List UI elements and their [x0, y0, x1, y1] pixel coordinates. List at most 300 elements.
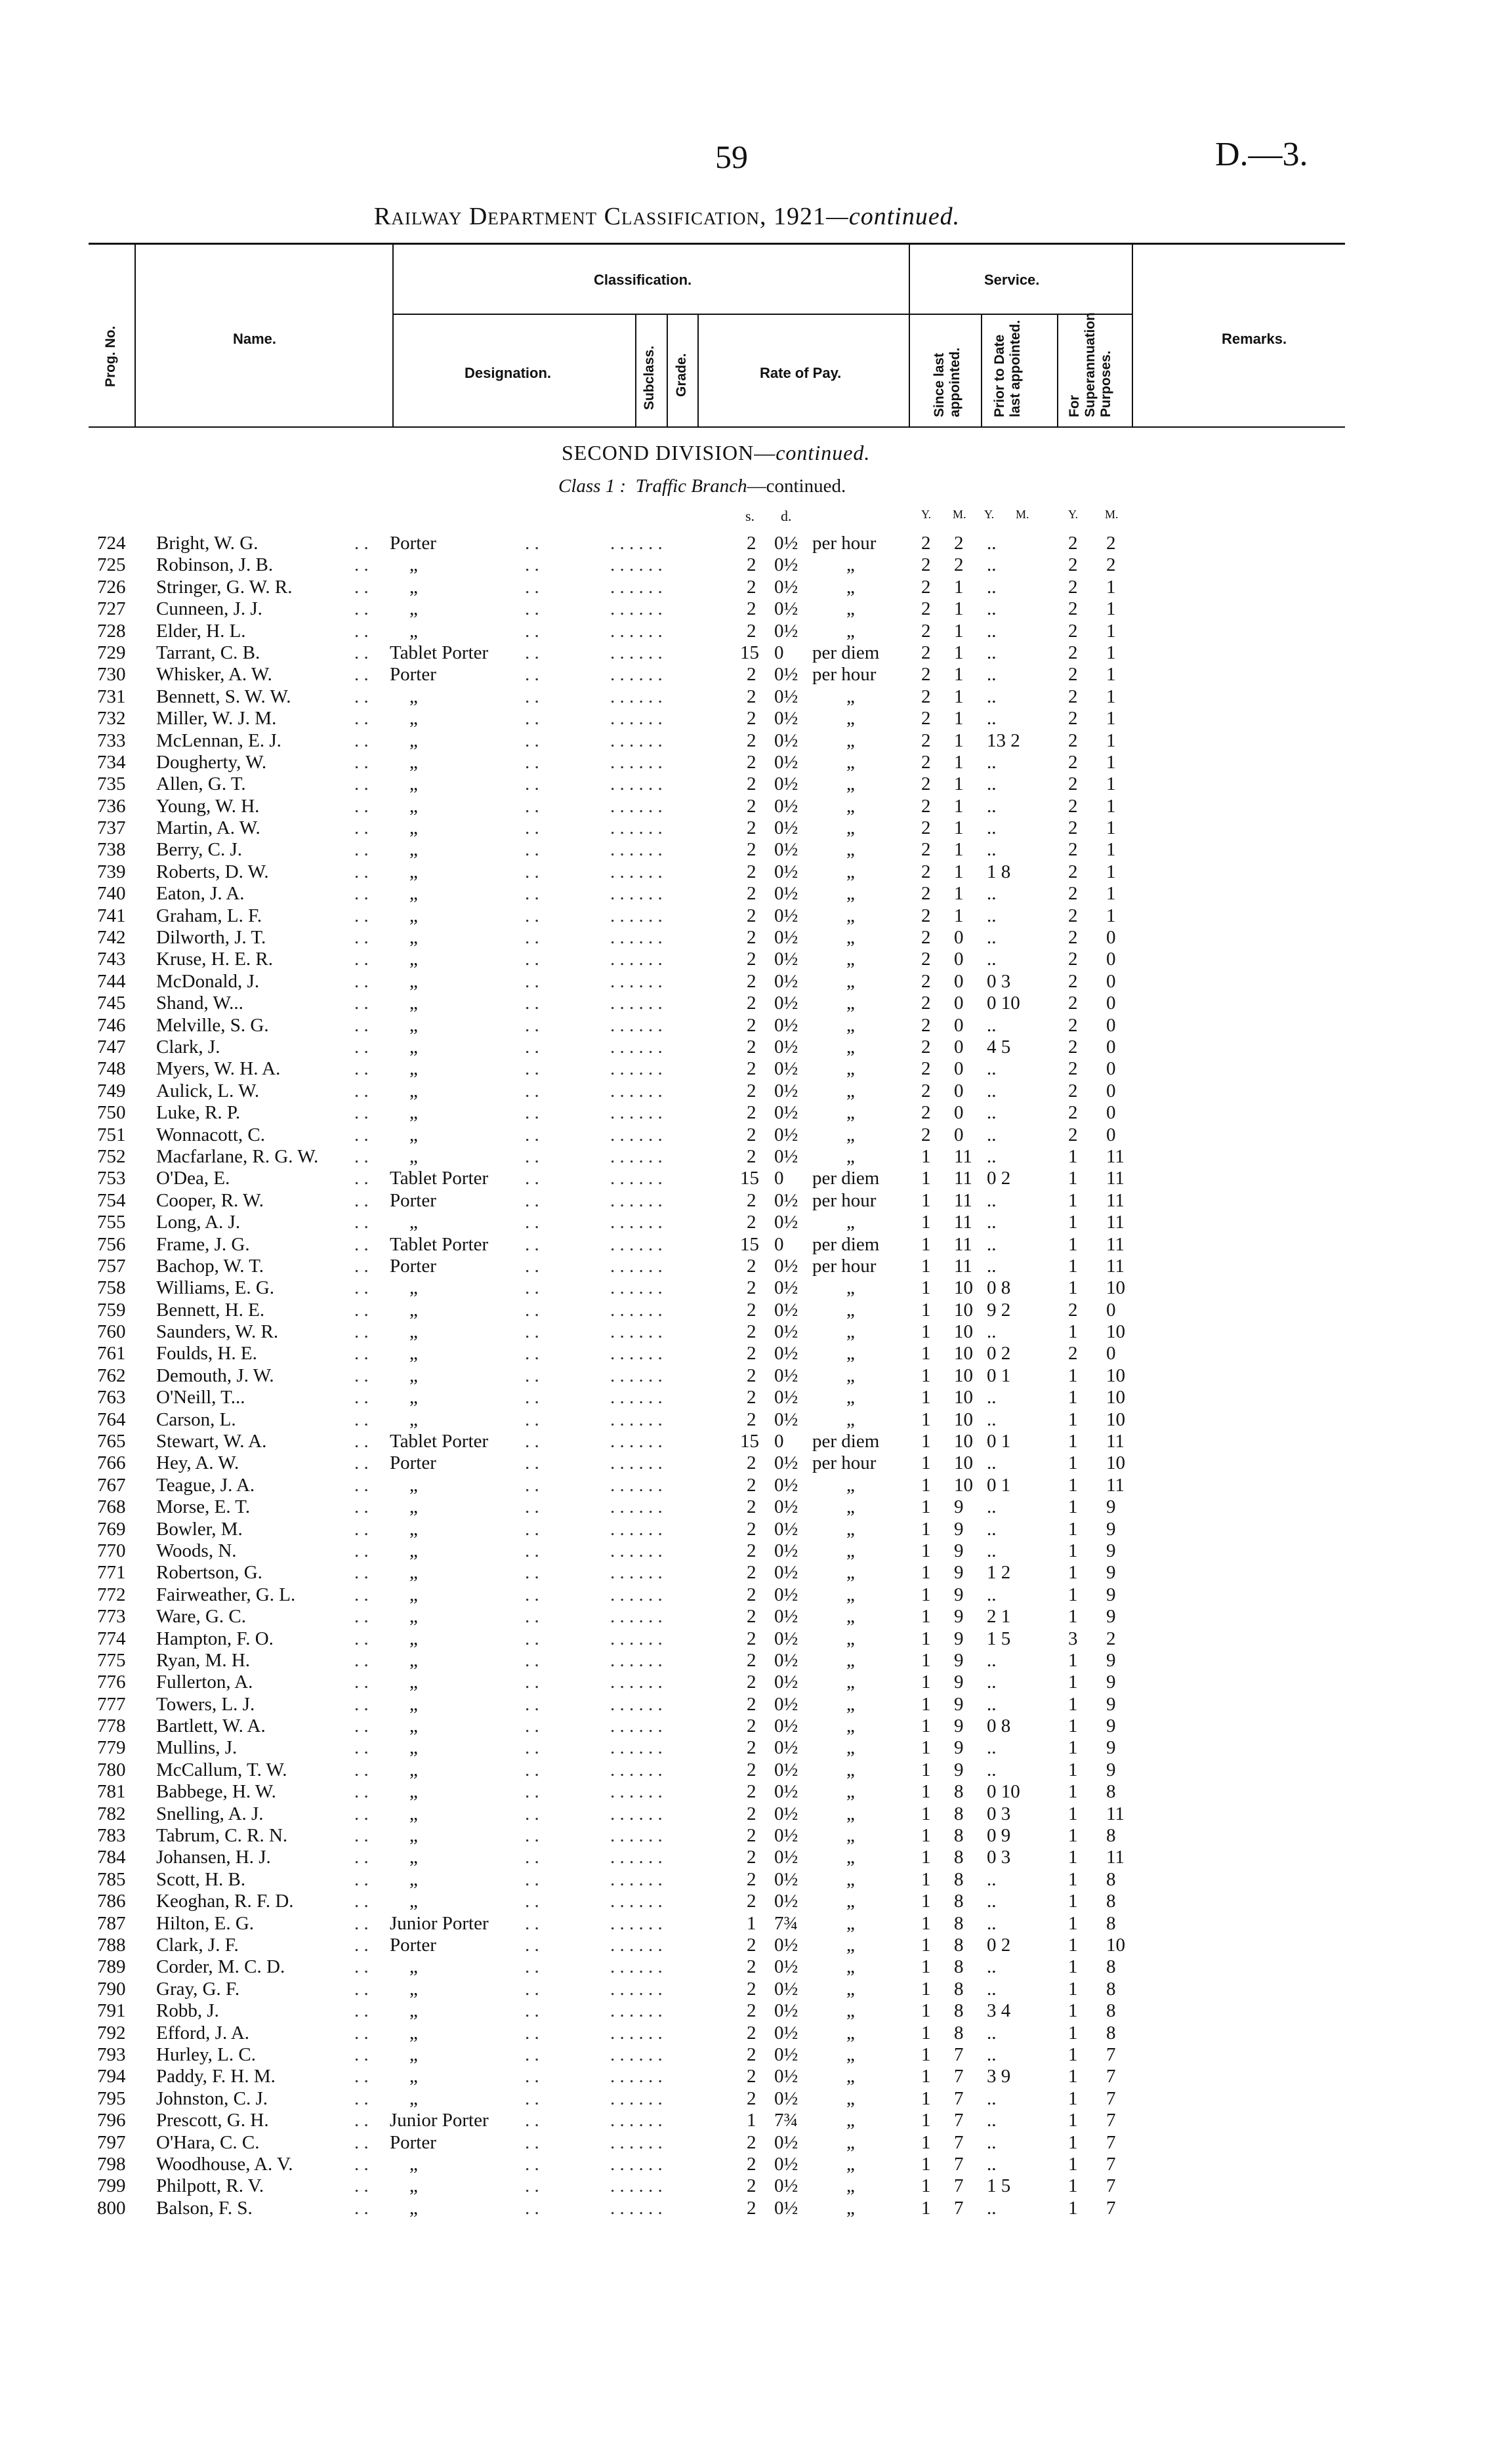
super-years-cell: 1 [1068, 1781, 1078, 1803]
prior-service-cell: 0 2 [987, 1168, 1011, 1189]
since-years-cell: 2 [921, 927, 931, 949]
prior-service-cell: 0 10 [987, 993, 1020, 1014]
page-number: 59 [715, 138, 748, 175]
since-years-cell: 1 [921, 1956, 931, 1978]
rate-shillings-cell: 2 [747, 1978, 756, 2000]
table-row [0, 1452, 1511, 1474]
table-row [0, 2175, 1511, 2197]
leader-dots: . . . . . . [610, 1299, 663, 1321]
designation-cell: Tablet Porter [390, 1431, 489, 1452]
since-months-cell: 0 [954, 927, 964, 949]
rate-pence-cell: 0½ [774, 1978, 798, 2000]
leader-dots: . . [525, 1124, 539, 1145]
prog-no-cell: 750 [97, 1102, 126, 1124]
since-months-cell: 11 [954, 1168, 972, 1189]
since-years-cell: 2 [921, 686, 931, 707]
since-years-cell: 1 [921, 2022, 931, 2043]
rate-pence-cell: 0½ [774, 795, 798, 817]
name-cell: Hey, A. W. [156, 1452, 239, 1474]
name-cell: Clark, J. F. [156, 1935, 239, 1956]
leader-dots: . . [525, 1912, 539, 1934]
rate-unit-cell: „ [846, 1562, 855, 1584]
leader-dots: . . . . . . [610, 1168, 663, 1189]
prog-no-cell: 795 [97, 2087, 126, 2109]
since-years-cell: 2 [921, 773, 931, 795]
leader-dots: . . [525, 1715, 539, 1737]
leader-dots: . . [525, 1803, 539, 1824]
since-months-cell: 9 [954, 1540, 964, 1561]
super-years-cell: 1 [1068, 1452, 1078, 1474]
rate-pence-cell: 0½ [774, 533, 798, 554]
prior-service-cell: .. [987, 2131, 997, 2153]
super-years-cell: 1 [1068, 1496, 1078, 1518]
since-years-cell: 2 [921, 1124, 931, 1145]
prior-service-cell: 0 3 [987, 1803, 1011, 1824]
rate-unit-cell: „ [846, 1124, 855, 1145]
designation-cell: „ [409, 773, 418, 795]
leader-dots: . . [525, 664, 539, 686]
leader-dots: . . . . . . [610, 773, 663, 795]
super-years-cell: 1 [1068, 1956, 1078, 1978]
super-months-cell: 0 [1106, 993, 1116, 1014]
table-row [0, 883, 1511, 905]
rate-unit-cell: „ [846, 1935, 855, 1956]
table-row [0, 1496, 1511, 1518]
designation-cell: Porter [390, 533, 436, 554]
rate-shillings-cell: 2 [747, 1628, 756, 1649]
leader-dots: . . [525, 1759, 539, 1780]
prior-service-cell: .. [987, 2153, 997, 2175]
super-years-cell: 2 [1068, 1058, 1078, 1080]
leader-dots: . . . . . . [610, 1672, 663, 1693]
designation-cell: „ [409, 1321, 418, 1343]
rate-shillings-cell: 2 [747, 1365, 756, 1386]
since-years-cell: 2 [921, 993, 931, 1014]
rate-shillings-cell: 1 [747, 2110, 756, 2131]
rate-pence-cell: 0½ [774, 1847, 798, 1868]
name-cell: McLennan, E. J. [156, 729, 281, 751]
super-months-cell: 0 [1106, 1014, 1116, 1036]
leader-dots: . . . . . . [610, 1584, 663, 1605]
table-row [0, 1913, 1511, 1935]
leader-dots: . . [525, 1212, 539, 1233]
leader-dots: . . . . . . [610, 1321, 663, 1343]
leader-dots: . . [354, 1912, 369, 1934]
leader-dots: . . [525, 883, 539, 905]
since-years-cell: 1 [921, 1891, 931, 1912]
rate-pence-cell: 0½ [774, 839, 798, 861]
table-row [0, 1387, 1511, 1408]
super-years-cell: 1 [1068, 1145, 1078, 1167]
leader-dots: . . . . . . [610, 927, 663, 949]
rate-pence-cell: 0½ [774, 1189, 798, 1211]
designation-cell: „ [409, 1891, 418, 1912]
rate-unit-cell: „ [846, 1847, 855, 1868]
header-bottom-rule [89, 426, 1345, 428]
rate-shillings-cell: 2 [747, 970, 756, 992]
since-years-cell: 1 [921, 1693, 931, 1715]
designation-cell: „ [409, 1299, 418, 1321]
prior-service-cell: .. [987, 1891, 997, 1912]
prior-service-cell: .. [987, 1496, 997, 1518]
leader-dots: . . [525, 1014, 539, 1036]
rate-shillings-cell: 2 [747, 1452, 756, 1474]
leader-dots: . . [525, 533, 539, 554]
table-row [0, 1628, 1511, 1650]
leader-dots: . . [525, 2175, 539, 2197]
prog-no-cell: 745 [97, 993, 126, 1014]
leader-dots: . . [354, 1233, 369, 1255]
since-years-cell: 2 [921, 708, 931, 729]
name-cell: Bennett, S. W. W. [156, 686, 291, 707]
name-cell: Allen, G. T. [156, 773, 246, 795]
service-underline [909, 314, 1132, 315]
rate-pence-cell: 0½ [774, 598, 798, 620]
leader-dots: . . [354, 861, 369, 882]
rate-shillings-cell: 2 [747, 993, 756, 1014]
leader-dots: . . [354, 620, 369, 642]
super-months-cell: 11 [1106, 1474, 1125, 1496]
super-months-cell: 1 [1106, 620, 1116, 642]
class-label: Class 1 : [558, 476, 627, 497]
leader-dots: . . [354, 1715, 369, 1737]
since-months-cell: 1 [954, 576, 964, 598]
prog-no-cell: 754 [97, 1189, 126, 1211]
prior-service-cell: 0 3 [987, 970, 1011, 992]
rate-shillings-cell: 2 [747, 1299, 756, 1321]
table-row [0, 1300, 1511, 1321]
since-years-cell: 1 [921, 1672, 931, 1693]
rate-pence-cell: 0½ [774, 1343, 798, 1365]
prog-no-cell: 731 [97, 686, 126, 707]
designation-cell: „ [409, 598, 418, 620]
since-months-cell: 0 [954, 970, 964, 992]
rate-shillings-cell: 2 [747, 1189, 756, 1211]
since-months-cell: 7 [954, 2043, 964, 2065]
designation-cell: „ [409, 927, 418, 949]
table-row [0, 949, 1511, 970]
rate-pence-cell: 0½ [774, 1891, 798, 1912]
designation-header: Designation. [465, 365, 552, 381]
leader-dots: . . [525, 2043, 539, 2065]
rate-unit-cell: „ [846, 708, 855, 729]
designation-cell: Porter [390, 1935, 436, 1956]
rate-shillings-cell: 2 [747, 2131, 756, 2153]
leader-dots: . . . . . . [610, 1562, 663, 1584]
super-years-cell: 1 [1068, 1978, 1078, 2000]
prior-service-cell: .. [987, 598, 997, 620]
designation-cell: „ [409, 2153, 418, 2175]
super-years-cell: 1 [1068, 1233, 1078, 1255]
super-years-cell: 2 [1068, 1102, 1078, 1124]
table-row [0, 2198, 1511, 2219]
super-months-cell: 11 [1106, 1212, 1125, 1233]
leader-dots: . . [525, 1321, 539, 1343]
classification-underline [394, 314, 909, 315]
since-years-cell: 2 [921, 554, 931, 576]
since-years-cell: 2 [921, 949, 931, 970]
leader-dots: . . . . . . [610, 1781, 663, 1803]
prior-service-cell: .. [987, 1233, 997, 1255]
super-years-cell: 2 [1068, 839, 1078, 861]
since-years-cell: 2 [921, 883, 931, 905]
leader-dots: . . . . . . [610, 554, 663, 576]
unit-m2: M. [1016, 508, 1029, 521]
super-years-cell: 1 [1068, 1847, 1078, 1868]
table-row [0, 621, 1511, 642]
leader-dots: . . [525, 1365, 539, 1386]
rate-unit-cell: „ [846, 1737, 855, 1759]
rate-shillings-cell: 2 [747, 1080, 756, 1101]
super-months-cell: 1 [1106, 686, 1116, 707]
rate-shillings-cell: 2 [747, 949, 756, 970]
name-cell: Prescott, G. H. [156, 2110, 269, 2131]
super-years-cell: 2 [1068, 1124, 1078, 1145]
leader-dots: . . [354, 927, 369, 949]
super-months-cell: 1 [1106, 664, 1116, 686]
prior-service-cell: 0 9 [987, 1825, 1011, 1847]
leader-dots: . . [354, 1606, 369, 1628]
super-months-cell: 1 [1106, 729, 1116, 751]
designation-cell: „ [409, 1408, 418, 1430]
rate-shillings-cell: 2 [747, 2175, 756, 2197]
leader-dots: . . [354, 1255, 369, 1277]
super-months-cell: 10 [1106, 1935, 1125, 1956]
rate-unit-cell: „ [846, 1693, 855, 1715]
super-years-cell: 2 [1068, 533, 1078, 554]
name-cell: O'Hara, C. C. [156, 2131, 260, 2153]
name-cell: Berry, C. J. [156, 839, 243, 861]
rate-unit-cell: per hour [812, 664, 877, 686]
name-cell: Stewart, W. A. [156, 1431, 267, 1452]
rate-unit-cell: „ [846, 927, 855, 949]
since-months-cell: 1 [954, 839, 964, 861]
since-years-cell: 1 [921, 1847, 931, 1868]
leader-dots: . . [525, 1737, 539, 1759]
super-months-cell: 0 [1106, 1058, 1116, 1080]
leader-dots: . . . . . . [610, 1212, 663, 1233]
rate-pence-cell: 0½ [774, 2153, 798, 2175]
since-years-cell: 1 [921, 1299, 931, 1321]
name-cell: Fairweather, G. L. [156, 1584, 296, 1605]
table-row [0, 2023, 1511, 2044]
super-years-cell: 1 [1068, 1649, 1078, 1671]
prog-no-cell: 796 [97, 2110, 126, 2131]
rate-shillings-cell: 2 [747, 2087, 756, 2109]
rate-shillings-cell: 2 [747, 533, 756, 554]
name-cell: Robinson, J. B. [156, 554, 274, 576]
super-months-cell: 2 [1106, 533, 1116, 554]
prog-no-cell: 725 [97, 554, 126, 576]
super-months-cell: 8 [1106, 2022, 1116, 2043]
table-row [0, 1015, 1511, 1037]
vline-5 [697, 315, 699, 428]
designation-cell: „ [409, 686, 418, 707]
rate-shillings-cell: 2 [747, 861, 756, 882]
rate-unit-cell: „ [846, 817, 855, 839]
super-months-cell: 10 [1106, 1321, 1125, 1343]
name-cell: Snelling, A. J. [156, 1803, 264, 1824]
since-months-cell: 11 [954, 1255, 972, 1277]
leader-dots: . . [354, 2110, 369, 2131]
super-years-cell: 1 [1068, 2087, 1078, 2109]
leader-dots: . . . . . . [610, 1233, 663, 1255]
designation-cell: „ [409, 1868, 418, 1890]
rate-shillings-cell: 1 [747, 1912, 756, 1934]
leader-dots: . . . . . . [610, 576, 663, 598]
super-months-cell: 0 [1106, 1343, 1116, 1365]
since-years-cell: 2 [921, 598, 931, 620]
super-months-cell: 8 [1106, 1781, 1116, 1803]
unit-d: d. [781, 508, 792, 524]
since-years-cell: 1 [921, 1496, 931, 1518]
designation-cell: „ [409, 751, 418, 773]
super-years-cell: 2 [1068, 927, 1078, 949]
leader-dots: . . . . . . [610, 795, 663, 817]
leader-dots: . . [354, 751, 369, 773]
super-months-cell: 0 [1106, 1080, 1116, 1101]
rate-shillings-cell: 2 [747, 708, 756, 729]
since-months-cell: 0 [954, 1058, 964, 1080]
rate-shillings-cell: 2 [747, 598, 756, 620]
designation-cell: „ [409, 970, 418, 992]
designation-cell: Porter [390, 1452, 436, 1474]
leader-dots: . . . . . . [610, 1803, 663, 1824]
since-months-cell: 7 [954, 2131, 964, 2153]
since-months-cell: 9 [954, 1606, 964, 1628]
designation-cell: „ [409, 1628, 418, 1649]
name-cell: Fullerton, A. [156, 1672, 253, 1693]
prog-no-cell: 743 [97, 949, 126, 970]
prior-service-cell: .. [987, 1672, 997, 1693]
super-years-cell: 1 [1068, 1584, 1078, 1605]
designation-cell: „ [409, 1365, 418, 1386]
since-years-cell: 1 [921, 1189, 931, 1211]
rate-shillings-cell: 2 [747, 620, 756, 642]
table-row [0, 1234, 1511, 1256]
designation-cell: Junior Porter [390, 1912, 489, 1934]
super-months-cell: 1 [1106, 708, 1116, 729]
prog-no-cell: 788 [97, 1935, 126, 1956]
table-row [0, 1956, 1511, 1978]
rate-shillings-cell: 2 [747, 1693, 756, 1715]
since-years-cell: 1 [921, 1387, 931, 1408]
prior-service-cell: .. [987, 1408, 997, 1430]
since-years-cell: 1 [921, 2000, 931, 2022]
leader-dots: . . [525, 1189, 539, 1211]
super-years-cell: 2 [1068, 1343, 1078, 1365]
leader-dots: . . [354, 1080, 369, 1101]
table-row [0, 1037, 1511, 1058]
designation-cell: „ [409, 1518, 418, 1540]
prog-no-cell: 757 [97, 1255, 126, 1277]
rate-pence-cell: 0½ [774, 620, 798, 642]
name-cell: Hurley, L. C. [156, 2043, 256, 2065]
rate-unit-cell: „ [846, 1277, 855, 1299]
since-years-cell: 1 [921, 2197, 931, 2219]
super-years-cell: 2 [1068, 664, 1078, 686]
prior-service-cell: .. [987, 795, 997, 817]
rate-shillings-cell: 2 [747, 1474, 756, 1496]
super-years-cell: 2 [1068, 576, 1078, 598]
super-months-cell: 1 [1106, 576, 1116, 598]
rate-pence-cell: 0½ [774, 2131, 798, 2153]
prog-no-cell: 760 [97, 1321, 126, 1343]
table-row [0, 1168, 1511, 1189]
designation-cell: Porter [390, 1255, 436, 1277]
super-months-cell: 9 [1106, 1715, 1116, 1737]
leader-dots: . . . . . . [610, 861, 663, 882]
super-months-cell: 11 [1106, 1803, 1125, 1824]
leader-dots: . . . . . . [610, 1649, 663, 1671]
leader-dots: . . [354, 1496, 369, 1518]
super-months-cell: 8 [1106, 1956, 1116, 1978]
leader-dots: . . . . . . [610, 1628, 663, 1649]
leader-dots: . . [354, 1868, 369, 1890]
prior-service-cell: .. [987, 1540, 997, 1561]
leader-dots: . . [354, 533, 369, 554]
rate-unit-cell: „ [846, 1321, 855, 1343]
super-months-cell: 10 [1106, 1387, 1125, 1408]
rate-pence-cell: 0½ [774, 751, 798, 773]
since-months-cell: 0 [954, 1080, 964, 1101]
super-years-cell: 1 [1068, 1759, 1078, 1780]
rate-unit-cell: „ [846, 1518, 855, 1540]
table-row [0, 1080, 1511, 1102]
rate-unit-cell: „ [846, 1365, 855, 1386]
super-years-cell: 2 [1068, 1014, 1078, 1036]
name-cell: Graham, L. F. [156, 905, 262, 926]
vline-1 [135, 244, 136, 428]
super-months-cell: 11 [1106, 1255, 1125, 1277]
leader-dots: . . [525, 2066, 539, 2087]
rate-pence-cell: 0½ [774, 1277, 798, 1299]
super-years-cell: 2 [1068, 773, 1078, 795]
super-months-cell: 9 [1106, 1606, 1116, 1628]
leader-dots: . . . . . . [610, 2000, 663, 2022]
leader-dots: . . [525, 1956, 539, 1978]
prog-no-cell: 766 [97, 1452, 126, 1474]
super-years-cell: 1 [1068, 1189, 1078, 1211]
prior-service-cell: 1 5 [987, 2175, 1011, 2197]
table-row [0, 1102, 1511, 1124]
super-months-cell: 9 [1106, 1693, 1116, 1715]
table-row [0, 1562, 1511, 1584]
prior-service-cell: .. [987, 1145, 997, 1167]
rate-shillings-cell: 2 [747, 1935, 756, 1956]
since-months-cell: 8 [954, 1825, 964, 1847]
super-years-cell: 2 [1068, 620, 1078, 642]
leader-dots: . . [525, 1781, 539, 1803]
name-cell: Woods, N. [156, 1540, 237, 1561]
super-months-cell: 7 [1106, 2066, 1116, 2087]
since-years-cell: 2 [921, 817, 931, 839]
name-cell: Bartlett, W. A. [156, 1715, 266, 1737]
prog-no-cell: 736 [97, 795, 126, 817]
rate-pence-cell: 0½ [774, 1321, 798, 1343]
name-cell: Robb, J. [156, 2000, 219, 2022]
prior-service-cell: 2 1 [987, 1606, 1011, 1628]
rate-unit-cell: per hour [812, 1452, 877, 1474]
table-row [0, 2132, 1511, 2154]
leader-dots: . . . . . . [610, 1474, 663, 1496]
leader-dots: . . [354, 1978, 369, 2000]
leader-dots: . . [354, 1825, 369, 1847]
prog-no-cell: 749 [97, 1080, 126, 1101]
leader-dots: . . [525, 1868, 539, 1890]
super-months-cell: 11 [1106, 1847, 1125, 1868]
designation-cell: Porter [390, 1189, 436, 1211]
